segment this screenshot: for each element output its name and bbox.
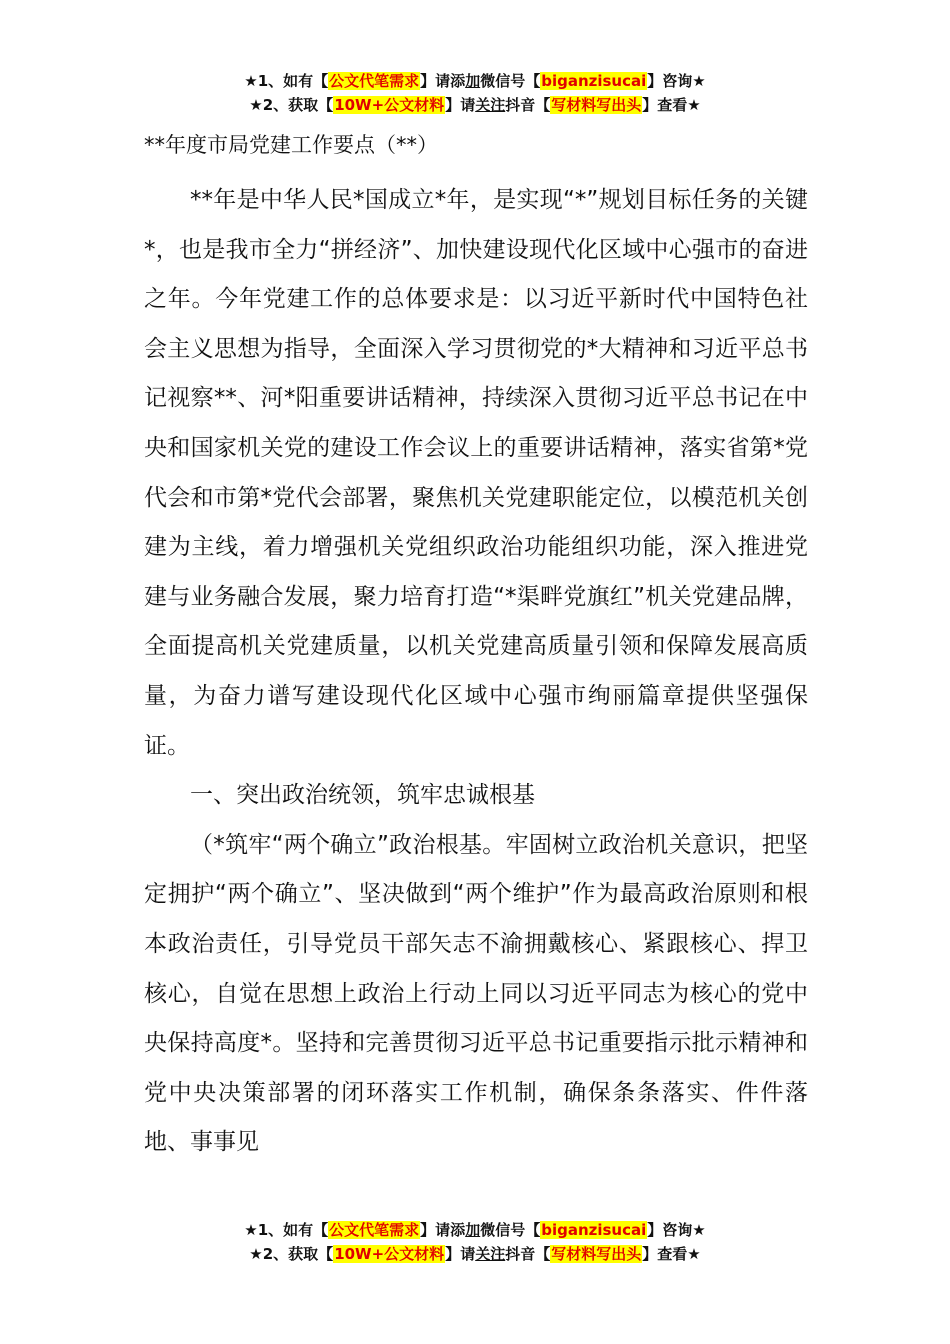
douyin-id-highlight: 写材料写出头 <box>551 1245 642 1263</box>
promo-line-1: ★1、如有【公文代笔需求】请添加微信号【biganzisucai】咨询★ <box>244 1221 706 1239</box>
promo-highlight: 10W+公文材料 <box>334 96 445 114</box>
promo-line-2: ★2、获取【10W+公文材料】请关注抖音【写材料写出头】查看★ <box>249 1245 701 1263</box>
douyin-id-highlight: 写材料写出头 <box>551 96 642 114</box>
promo-highlight: 10W+公文材料 <box>334 1245 445 1263</box>
document-title: **年度市局党建工作要点（**） <box>144 133 438 157</box>
promo-line-1: ★1、如有【公文代笔需求】请添加微信号【biganzisucai】咨询★ <box>244 72 706 90</box>
intro-paragraph: **年是中华人民*国成立*年，是实现“*”规划目标任务的关键*，也是我市全力“拼经济”、加快建设现代化区域中心强市的奋进之年。今年党建工作的总体要求是：以习近平新时代中国特色社会主义思想为指导，全面深入学习贯彻党的*大精神和习近平总书记视察**、河*阳重要讲话精神，持续深入贯彻习近平总书记在中央和国家机关党的建设工作会议上的重要讲话精神，落实省第*党代会和市第*党代会部署，聚焦机关党建职能定位，以模范机关创建为主线，着力增强机关党组织政治功能组织功能，深入推进党建与业务融合发展，聚力培育打造“*渠畔党旗红”机关党建品牌，全面提高机关党建质量，以机关党建高质量引领和保障发展高质量，为奋力谱写建设现代化区域中心强市绚丽篇章提供坚强保证。 <box>144 187 808 759</box>
section-paragraph: （*筑牢“两个确立”政治根基。牢固树立政治机关意识，把坚定拥护“两个确立”、坚决做到“两个维护”作为最高政治原则和根本政治责任，引导党员干部矢志不渝拥戴核心、紧跟核心、捍卫核心，自觉在思想上政治上行动上同以习近平同志为核心的党中央保持高度*。坚持和完善贯彻习近平总书记重要指示批示精神和党中央决策部署的闭环落实工作机制，确保条条落实、件件落地、事事见 <box>144 831 808 1156</box>
promo-highlight: 公文代笔需求 <box>329 72 420 90</box>
wechat-id-highlight: biganzisucai <box>541 1221 647 1239</box>
promo-highlight: 公文代笔需求 <box>329 1221 420 1239</box>
wechat-id-highlight: biganzisucai <box>541 72 647 90</box>
document-body <box>144 127 808 1168</box>
section-heading: 一、突出政治统领，筑牢忠诚根基 <box>190 782 535 809</box>
promo-banner-bottom <box>0 1218 950 1266</box>
promo-banner-top <box>0 69 950 117</box>
promo-line-2: ★2、获取【10W+公文材料】请关注抖音【写材料写出头】查看★ <box>249 96 701 114</box>
